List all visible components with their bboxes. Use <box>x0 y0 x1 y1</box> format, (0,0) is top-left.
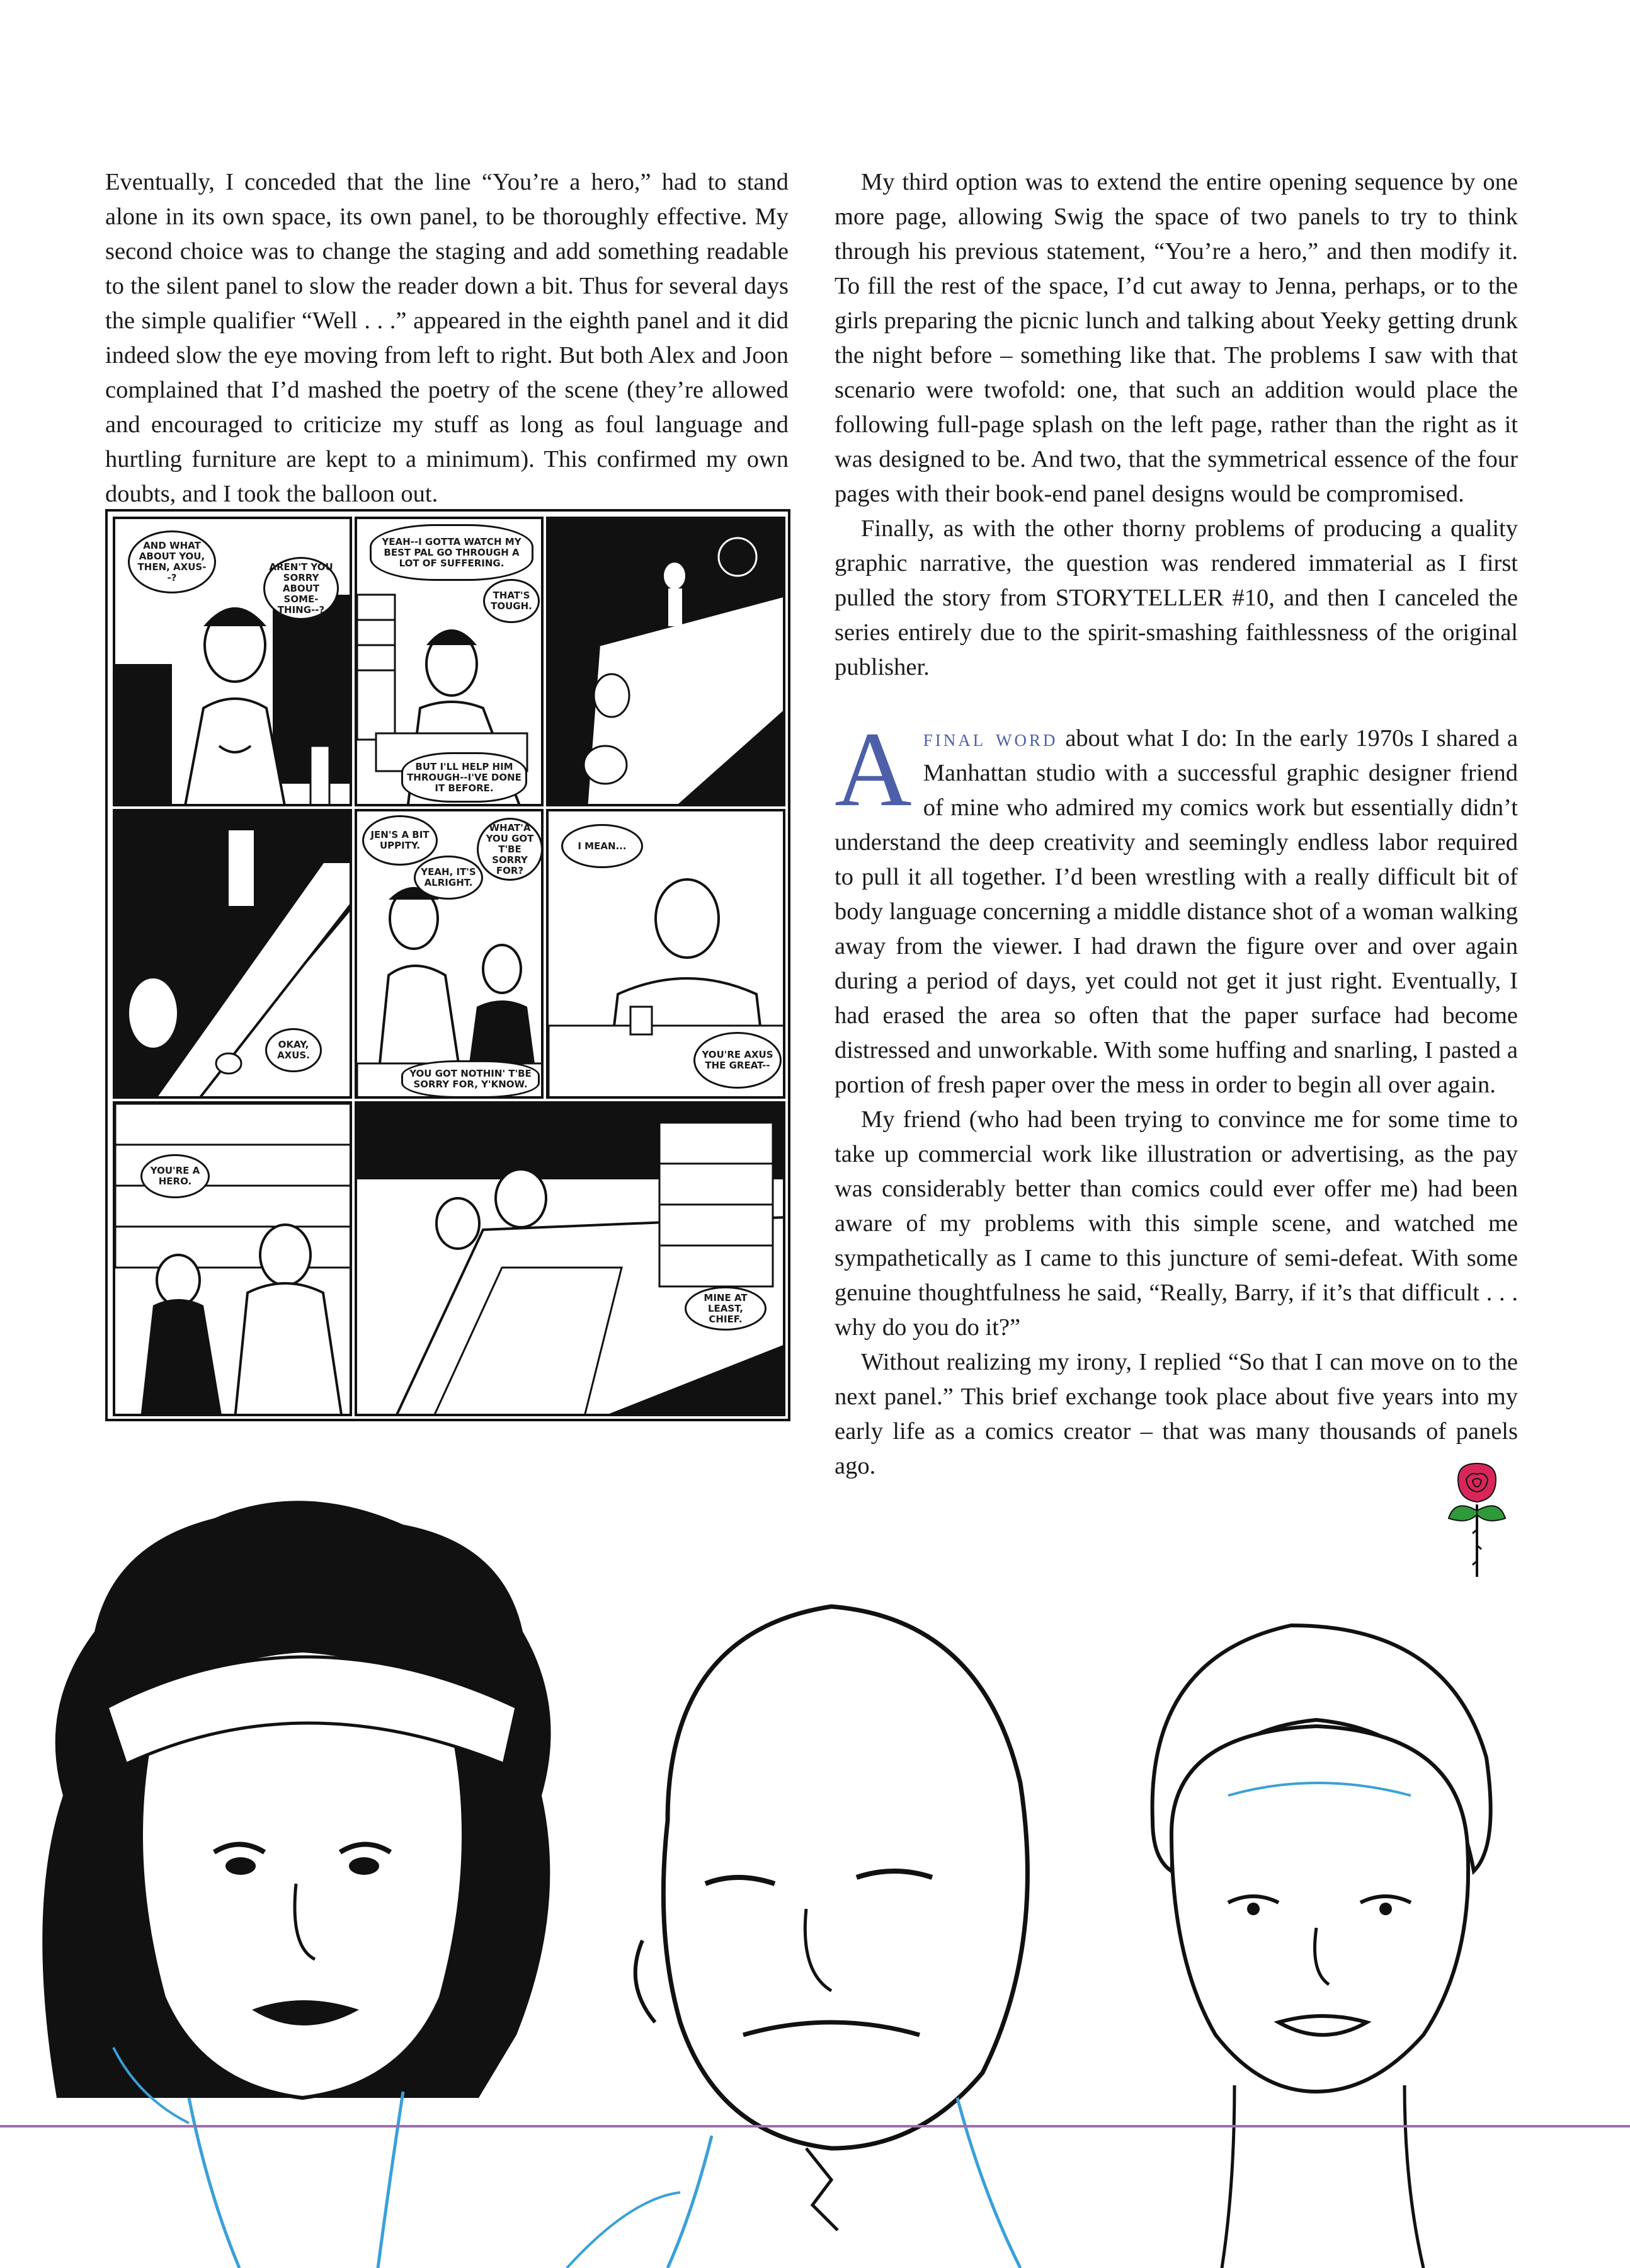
comic-panel-5 <box>355 809 544 1099</box>
comic-panel-7 <box>113 1101 352 1416</box>
character-sketches <box>0 1468 1630 2268</box>
balloon-12: YOU'RE AXUS THE GREAT-- <box>693 1032 782 1089</box>
balloon-10: OKAY, AXUS. <box>265 1028 322 1072</box>
comic-panel-1 <box>113 517 352 806</box>
balloon-1: AND WHAT ABOUT YOU, THEN, AXUS--? <box>128 530 216 593</box>
comic-panel-3 <box>546 517 785 806</box>
right-paragraph-2: Finally, as with the other thorny problems of producing a quality graphic narrative, the question was rendered immaterial as I first pulled the story from STORYTELLER #10, and then I canceled the series entirely due to the spirit-smashing faithlessness of the original publisher. <box>835 515 1518 680</box>
balloon-3: YEAH--I GOTTA WATCH MY BEST PAL GO THROUGH A LOT OF SUFFERING. <box>370 524 533 581</box>
balloon-11: YOU GOT NOTHIN' T'BE SORRY FOR, Y'KNOW. <box>401 1060 540 1098</box>
balloon-9: I MEAN... <box>561 824 643 868</box>
right-column <box>835 165 1518 1484</box>
sketch-bald-man <box>567 1606 1027 2268</box>
balloon-4: THAT'S TOUGH. <box>483 579 540 623</box>
sketch-woman-short-hair <box>1153 1625 1491 2268</box>
balloon-7: YEAH, IT'S ALRIGHT. <box>414 856 483 900</box>
right-paragraph-3: Afinal word about what I do: In the early 1970s I shared a Manhattan studio with a successful graphic designer friend of mine who admired my comics work but essentially didn’t understand the deep creativity and seemingly endless labor required to pull it all together. I’d been wrestling with a really difficult bit of body language concerning a middle distance shot of a woman walking away from the viewer. I had drawn the figure over and over again during a period of days, yet could not get it just right. Eventually, I had erased the area so often that the paper surface had become distressed and unworkable. With some huffing and snarling, I pasted a portion of fresh paper over the mess in order to begin all over again. <box>835 710 1518 1098</box>
right-paragraph-1: My third option was to extend the entire opening sequence by one more page, allowing Swig the space of two panels to try to think through his previous statement, “You’re a hero,” and then modify it. To fill the rest of the space, I’d cut away to Jenna, perhaps, or to the girls preparing the picnic lunch and talking about Yeeky getting drunk the night before – something like that. The problems I saw with that scenario were twofold: one, that such an addition would place the following full-page splash on the left page, rather than the right as it was designed to be. And two, that the symmetrical essence of the four pages with their book-end panel designs would be compromised. <box>835 169 1518 507</box>
right-paragraph-4: My friend (who had been trying to convince me for some time to take up commercial work like illustration or advertising, as the pay was considerably better than comics could ever offer me) had been aware of my problems with this simple scene, and watched me sympathetically as I came to this juncture of semi-defeat. With some genuine thoughtfulness he said, “Really, Barry, if it’s that difficult . . . why do you do it?” <box>835 1106 1518 1341</box>
balloon-8: WHAT'A YOU GOT T'BE SORRY FOR? <box>477 818 543 881</box>
bottom-rule <box>0 2125 1630 2128</box>
comic-page <box>105 509 790 1421</box>
balloon-2: AREN'T YOU SORRY ABOUT SOME-THING--? <box>263 557 339 620</box>
left-paragraph-1: Eventually, I conceded that the line “You’re a hero,” had to stand alone in its own space, its own panel, to be thoroughly effective. My second choice was to change the staging and add something readable to the silent panel to slow the reader down a bit. Thus for several days the simple qualifier “Well . . .” appeared in the eighth panel and it did indeed slow the eye moving from left to right. But both Alex and Joon complained that I’d mashed the poetry of the scene (they’re allowed and encouraged to criticize my stuff as long as foul language and hurtling furniture are kept to a minimum). This confirmed my own doubts, and I took the balloon out. <box>105 169 789 507</box>
lead-in-small-caps: final word <box>923 725 1058 752</box>
right-paragraph-5: Without realizing my irony, I replied “So that I can move on to the next panel.” This brief exchange took place about five years into my early life as a comics creator – that was many thousands of panels ago. <box>835 1349 1518 1479</box>
left-column <box>105 165 789 512</box>
drop-cap: A <box>835 710 912 828</box>
sketch-woman-curly-hair <box>42 1501 550 2268</box>
balloon-6: JEN'S A BIT UPPITY. <box>362 815 438 866</box>
balloon-5: BUT I'LL HELP HIM THROUGH--I'VE DONE IT BEFORE. <box>401 752 527 803</box>
balloon-14: MINE AT LEAST, CHIEF. <box>685 1286 767 1331</box>
comic-panel-6 <box>546 809 785 1099</box>
balloon-13: YOU'RE A HERO. <box>140 1154 210 1198</box>
comic-panel-2 <box>355 517 544 806</box>
comic-panel-8 <box>355 1101 785 1416</box>
